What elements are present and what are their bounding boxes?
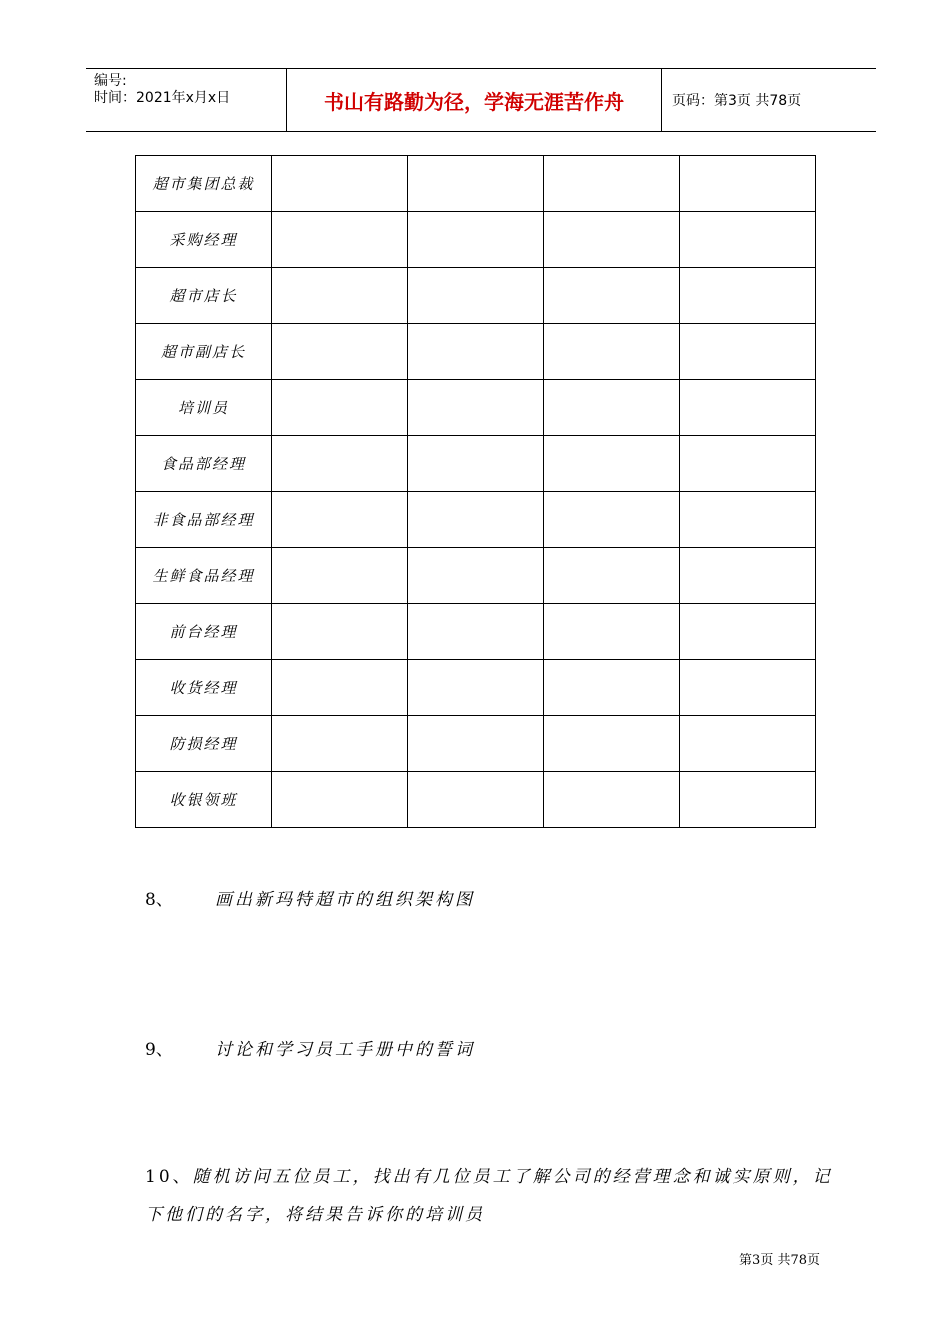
blank-cell [680, 380, 816, 436]
item-number: 9、 [145, 1040, 173, 1060]
blank-cell [272, 660, 408, 716]
blank-cell [408, 604, 544, 660]
blank-cell [272, 324, 408, 380]
role-cell: 收银领班 [136, 772, 272, 828]
item-text: 画出新玛特超市的组织架构图 [215, 890, 475, 910]
blank-cell [544, 436, 680, 492]
blank-cell [680, 548, 816, 604]
page-footer: 第3页 共78页 [739, 1253, 820, 1268]
role-cell: 收货经理 [136, 660, 272, 716]
blank-cell [272, 436, 408, 492]
blank-cell [544, 716, 680, 772]
table-row [136, 548, 816, 604]
blank-cell [272, 492, 408, 548]
blank-cell [272, 604, 408, 660]
blank-cell [680, 268, 816, 324]
blank-cell [544, 324, 680, 380]
table-row [136, 156, 816, 212]
blank-cell [680, 436, 816, 492]
blank-cell [408, 380, 544, 436]
blank-cell [544, 772, 680, 828]
roles-table [135, 155, 816, 828]
blank-cell [408, 268, 544, 324]
blank-cell [272, 548, 408, 604]
role-cell: 前台经理 [136, 604, 272, 660]
blank-cell [544, 380, 680, 436]
header-meta [86, 69, 287, 131]
item-text: 随机访问五位员工，找出有几位员工了解公司的经营理念和诚实原则，记下他们的名字，将结果告诉你的培训员 [145, 1167, 833, 1225]
role-cell: 防损经理 [136, 716, 272, 772]
blank-cell [544, 548, 680, 604]
table-row [136, 492, 816, 548]
blank-cell [408, 660, 544, 716]
item-number: 10、 [145, 1167, 193, 1187]
item-10 [145, 1158, 835, 1234]
blank-cell [272, 212, 408, 268]
blank-cell [680, 492, 816, 548]
blank-cell [680, 716, 816, 772]
blank-cell [408, 156, 544, 212]
item-number: 8、 [145, 890, 173, 910]
table-row [136, 660, 816, 716]
role-cell: 食品部经理 [136, 436, 272, 492]
blank-cell [408, 548, 544, 604]
blank-cell [272, 772, 408, 828]
blank-cell [408, 716, 544, 772]
blank-cell [272, 156, 408, 212]
role-cell: 培训员 [136, 380, 272, 436]
table-row [136, 268, 816, 324]
role-cell: 超市店长 [136, 268, 272, 324]
blank-cell [680, 660, 816, 716]
blank-cell [408, 492, 544, 548]
table-row [136, 324, 816, 380]
blank-cell [680, 156, 816, 212]
blank-cell [544, 492, 680, 548]
table-row [136, 716, 816, 772]
blank-cell [544, 212, 680, 268]
role-cell: 超市集团总裁 [136, 156, 272, 212]
document-header [86, 68, 876, 132]
blank-cell [680, 772, 816, 828]
blank-cell [680, 604, 816, 660]
blank-cell [408, 324, 544, 380]
blank-cell [680, 324, 816, 380]
number-label: 编号: [94, 73, 127, 89]
time-label: 时间：2021年x月x日 [94, 90, 231, 106]
item-8 [145, 885, 475, 910]
header-motto: 书山有路勤为径，学海无涯苦作舟 [287, 69, 662, 131]
blank-cell [680, 212, 816, 268]
header-page-info: 页码：第3页 共78页 [672, 93, 802, 109]
blank-cell [408, 436, 544, 492]
table-row [136, 436, 816, 492]
item-text: 讨论和学习员工手册中的誓词 [215, 1040, 475, 1060]
blank-cell [272, 380, 408, 436]
table-row [136, 772, 816, 828]
role-cell: 非食品部经理 [136, 492, 272, 548]
blank-cell [544, 660, 680, 716]
blank-cell [544, 268, 680, 324]
role-cell: 采购经理 [136, 212, 272, 268]
item-9 [145, 1035, 475, 1060]
blank-cell [544, 604, 680, 660]
role-cell: 超市副店长 [136, 324, 272, 380]
blank-cell [272, 268, 408, 324]
role-cell: 生鲜食品经理 [136, 548, 272, 604]
table-row [136, 212, 816, 268]
blank-cell [272, 716, 408, 772]
table-row [136, 604, 816, 660]
blank-cell [544, 156, 680, 212]
table-row [136, 380, 816, 436]
blank-cell [408, 212, 544, 268]
blank-cell [408, 772, 544, 828]
